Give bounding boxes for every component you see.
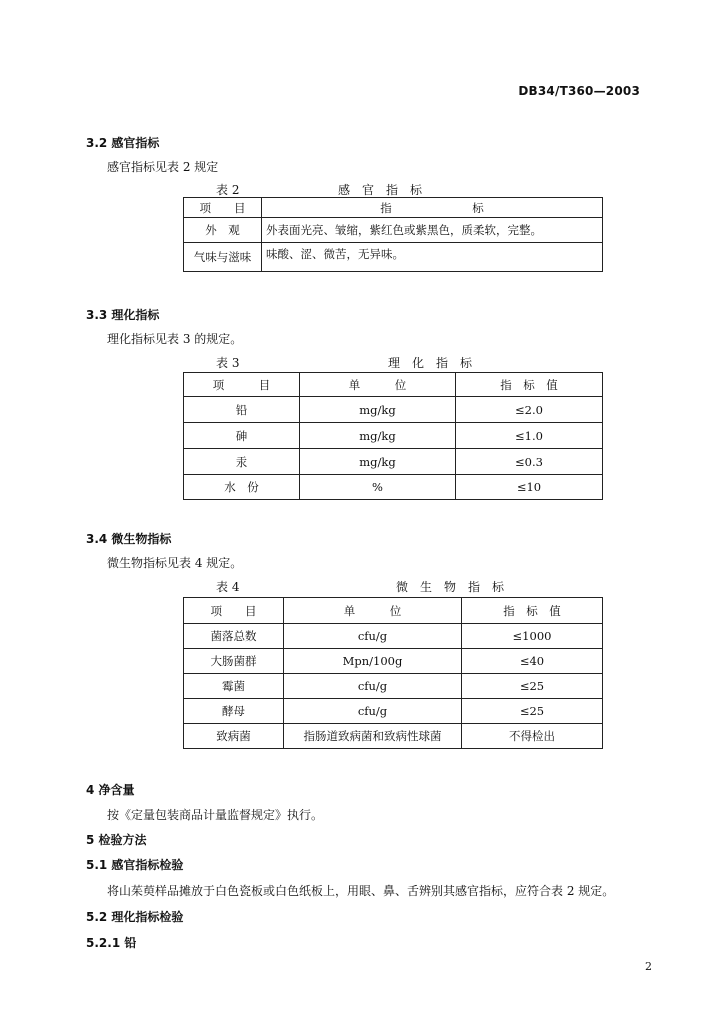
table-4-cell: 大肠菌群 (184, 649, 284, 674)
table-4-title: 微 生 物 指 标 (396, 580, 505, 594)
table-4-cell: 不得检出 (462, 724, 603, 749)
table-4-cell: cfu/g (284, 624, 462, 649)
table-3-physicochemical (183, 372, 603, 500)
table-2-col-item: 项 目 (184, 198, 262, 218)
table-4-cell: ≤40 (462, 649, 603, 674)
table-4-cell: 霉菌 (184, 674, 284, 699)
table-2-cell: 气味与滋味 (184, 243, 262, 272)
table-4-col-item: 项 目 (184, 598, 284, 624)
table-4-cell: 菌落总数 (184, 624, 284, 649)
table-3-cell: ≤2.0 (456, 397, 603, 423)
table-row (184, 475, 603, 500)
standard-number: DB34/T360—2003 (518, 84, 640, 98)
table-3-cell: ≤0.3 (456, 449, 603, 475)
table-row (184, 674, 603, 699)
table-4-col-unit: 单 位 (284, 598, 462, 624)
section-5-1-text: 将山茱萸样品摊放于白色瓷板或白色纸板上，用眼、鼻、舌辨别其感官指标，应符合表 2 规定。 (107, 884, 615, 898)
table-4-cell: ≤1000 (462, 624, 603, 649)
table-3-col-unit: 单 位 (300, 373, 456, 397)
section-4-text: 按《定量包装商品计量监督规定》执行。 (107, 808, 324, 822)
table-3-cell: mg/kg (300, 449, 456, 475)
section-4-heading: 4 净含量 (86, 783, 135, 797)
table-row (184, 624, 603, 649)
table-2-cell: 外 观 (184, 218, 262, 243)
table-row (184, 699, 603, 724)
table-3-col-value: 指 标 值 (456, 373, 603, 397)
table-2-col-index: 指 标 (262, 198, 603, 218)
table-4-cell: cfu/g (284, 674, 462, 699)
table-2-cell: 外表面光亮、皱缩，紫红色或紫黑色，质柔软，完整。 (262, 218, 603, 243)
table-3-cell: % (300, 475, 456, 500)
section-5-1-heading: 5.1 感官指标检验 (86, 858, 184, 872)
table-3-cell: 砷 (184, 423, 300, 449)
table-row (184, 218, 603, 243)
table-3-cell: 铅 (184, 397, 300, 423)
table-3-title: 理 化 指 标 (388, 356, 473, 370)
section-5-heading: 5 检验方法 (86, 833, 147, 847)
table-row (184, 724, 603, 749)
table-3-cell: 汞 (184, 449, 300, 475)
table-3-cell: 水 份 (184, 475, 300, 500)
table-row (184, 397, 603, 423)
section-3-3-heading: 3.3 理化指标 (86, 308, 160, 322)
table-4-cell: ≤25 (462, 699, 603, 724)
section-3-2-intro: 感官指标见表 2 规定 (107, 160, 219, 174)
table-3-number: 表 3 (216, 356, 240, 370)
table-4-cell: 致病菌 (184, 724, 284, 749)
table-2-cell: 味酸、涩、微苦，无异味。 (262, 243, 603, 272)
table-3-cell: ≤10 (456, 475, 603, 500)
section-5-2-1-heading: 5.2.1 铅 (86, 936, 137, 950)
table-row (184, 649, 603, 674)
section-3-4-intro: 微生物指标见表 4 规定。 (107, 556, 243, 570)
section-3-2-heading: 3.2 感官指标 (86, 136, 160, 150)
table-4-number: 表 4 (216, 580, 240, 594)
table-4-cell: ≤25 (462, 674, 603, 699)
section-5-2-heading: 5.2 理化指标检验 (86, 910, 184, 924)
table-3-cell: mg/kg (300, 423, 456, 449)
page-number: 2 (645, 960, 652, 973)
table-3-col-item: 项 目 (184, 373, 300, 397)
section-3-4-heading: 3.4 微生物指标 (86, 532, 172, 546)
table-row (184, 449, 603, 475)
table-3-cell: mg/kg (300, 397, 456, 423)
table-2-title: 感 官 指 标 (338, 183, 423, 197)
table-4-cell: 指肠道致病菌和致病性球菌 (284, 724, 462, 749)
table-2-number: 表 2 (216, 183, 240, 197)
table-row (184, 423, 603, 449)
table-4-microbiological (183, 597, 603, 749)
section-3-3-intro: 理化指标见表 3 的规定。 (107, 332, 243, 346)
table-4-cell: 酵母 (184, 699, 284, 724)
table-4-cell: Mpn/100g (284, 649, 462, 674)
table-3-cell: ≤1.0 (456, 423, 603, 449)
table-2-sensory (183, 197, 603, 272)
table-row (184, 243, 603, 272)
table-4-col-value: 指 标 值 (462, 598, 603, 624)
table-4-cell: cfu/g (284, 699, 462, 724)
